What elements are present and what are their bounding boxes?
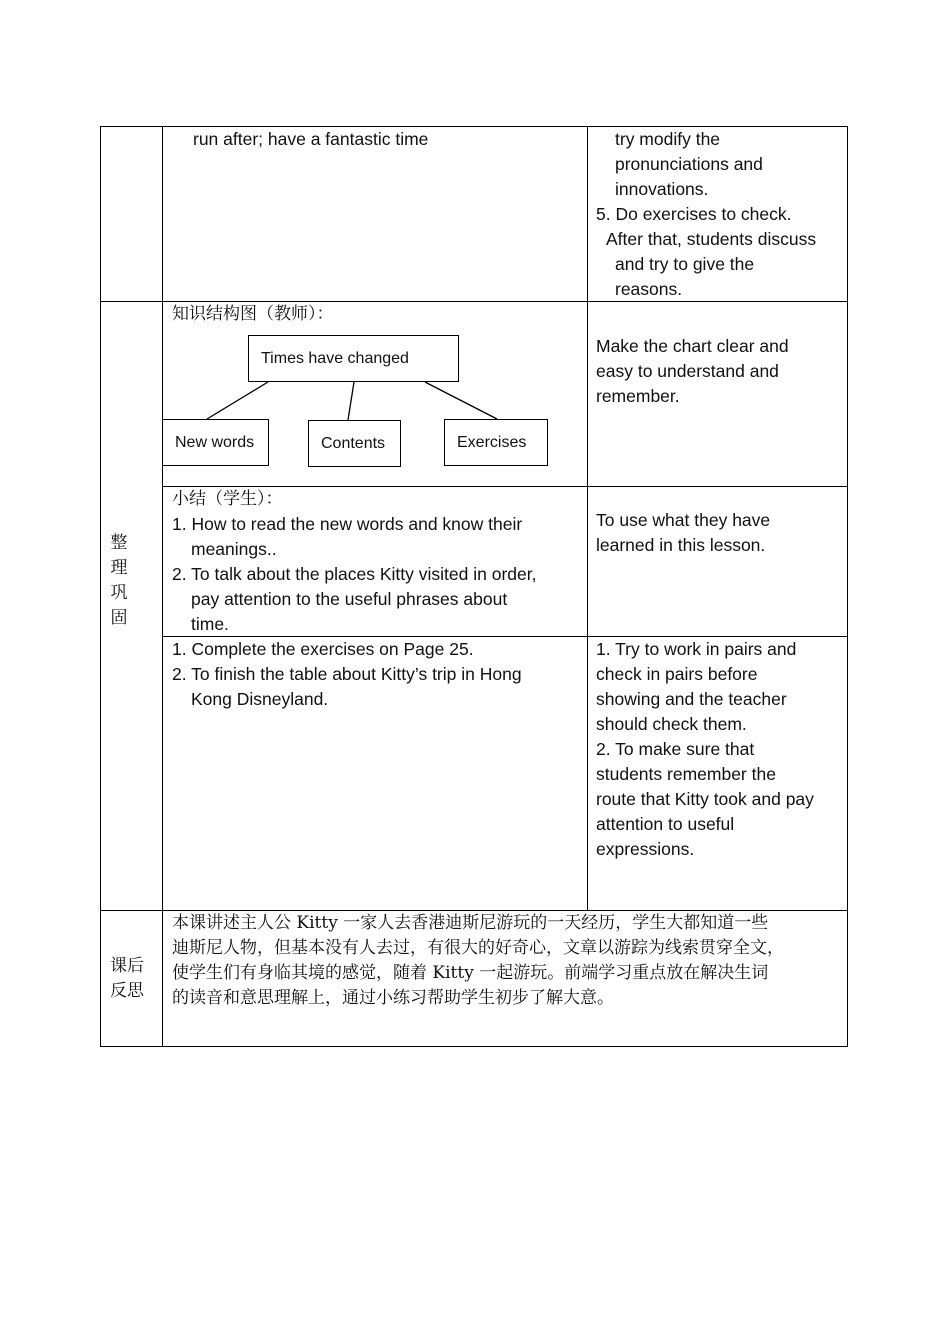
chart-box-new-words [162, 419, 269, 466]
summary-heading: 小结（学生）： [172, 489, 283, 509]
chart-box-label: New words [175, 433, 255, 451]
chart-box-contents [308, 420, 401, 467]
connector-new-words [207, 382, 268, 419]
chart-root-label: Times have changed [261, 349, 409, 367]
chart-box-exercises [444, 419, 548, 466]
chart-root-box [248, 335, 459, 382]
connector-contents [348, 382, 354, 420]
chart-heading: 知识结构图（教师）： [172, 304, 334, 324]
connector-exercises [425, 382, 497, 419]
chart-box-label: Exercises [457, 433, 527, 451]
chart-box-label: Contents [321, 434, 386, 452]
top-row-middle-text: run after; have a fantastic time [193, 129, 429, 149]
